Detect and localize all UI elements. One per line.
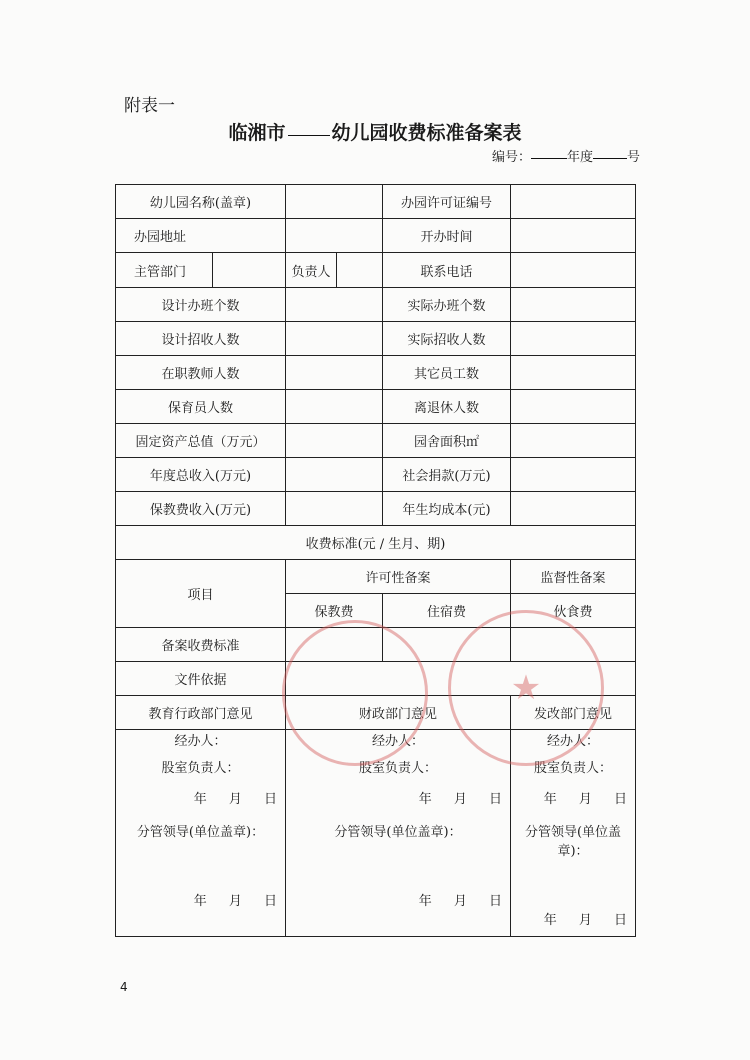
label-designed-enroll: 设计招收人数 (116, 322, 286, 356)
form-title (0, 118, 750, 145)
field-address[interactable] (286, 219, 383, 253)
table-row (116, 356, 636, 390)
title-blank (288, 135, 330, 136)
field-fixed-assets[interactable] (286, 424, 383, 458)
date-label: 年 月 日 (543, 913, 627, 928)
section-head-label: 股室负责人： (161, 761, 240, 776)
table-row (116, 185, 636, 219)
field-license-no[interactable] (511, 185, 636, 219)
title-suffix: 幼儿园收费标准备案表 (331, 122, 522, 144)
field-caregivers[interactable] (286, 390, 383, 424)
label-license-no: 办园许可证编号 (383, 185, 511, 219)
table-row (116, 390, 636, 424)
filing-number-label: 编号： (491, 150, 531, 165)
label-donations: 社会捐款(万元) (383, 458, 511, 492)
label-per-student-cost: 年生均成本(元) (383, 492, 511, 526)
filing-number (492, 146, 640, 165)
field-person-in-charge[interactable] (336, 253, 382, 287)
label-building-area: 园舍面积㎡ (383, 424, 511, 458)
table-row (116, 288, 636, 322)
star-icon: ★ (510, 668, 542, 708)
attachment-label: 附表一 (124, 96, 175, 116)
table-row (116, 560, 636, 594)
filing-number-suffix: 号 (626, 150, 640, 165)
number-blank (593, 158, 627, 159)
table-row (116, 458, 636, 492)
label-open-time: 开办时间 (383, 219, 511, 253)
signature-block-edu[interactable] (116, 730, 286, 937)
label-supervisory-filing: 监督性备案 (511, 560, 636, 594)
seal-stamp (448, 610, 604, 766)
label-boarding: 住宿费 (383, 594, 511, 628)
person-cell (286, 253, 383, 288)
label-tuition: 保教费 (286, 594, 383, 628)
date-label: 年 月 日 (543, 792, 627, 807)
label-licensing-filing: 许可性备案 (286, 560, 511, 594)
field-donations[interactable] (511, 458, 636, 492)
label-fixed-assets: 固定资产总值（万元） (116, 424, 286, 458)
label-tuition-income: 保教费收入(万元) (116, 492, 286, 526)
field-tuition-income[interactable] (286, 492, 383, 526)
label-actual-enroll: 实际招收人数 (383, 322, 511, 356)
date-label: 年 月 日 (193, 792, 277, 807)
handler-label: 经办人： (371, 734, 424, 749)
label-other-staff: 其它员工数 (383, 356, 511, 390)
field-kindergarten-name[interactable] (286, 185, 383, 219)
label-phone: 联系电话 (383, 253, 511, 288)
label-address: 办园地址 (116, 219, 286, 253)
field-phone[interactable] (511, 253, 636, 288)
label-documents: 文件依据 (116, 662, 286, 696)
handler-label: 经办人： (546, 734, 599, 749)
date-label: 年 月 日 (418, 894, 502, 909)
label-ndrc-opinion: 发改部门意见 (511, 696, 636, 730)
label-teachers: 在职教师人数 (116, 356, 286, 390)
field-per-student-cost[interactable] (511, 492, 636, 526)
label-designed-classes: 设计办班个数 (116, 288, 286, 322)
supervisor-cell (116, 253, 286, 288)
section-head-label: 股室负责人： (358, 761, 437, 776)
table-row (116, 492, 636, 526)
label-meals: 伙食费 (511, 594, 636, 628)
filing-form-table (115, 184, 636, 937)
label-kindergarten-name: 幼儿园名称(盖章) (116, 185, 286, 219)
label-annual-income: 年度总收入(万元) (116, 458, 286, 492)
handler-label: 经办人： (174, 734, 227, 749)
field-designed-enroll[interactable] (286, 322, 383, 356)
field-actual-enroll[interactable] (511, 322, 636, 356)
label-fee-standard: 收费标准(元 / 生月、期) (116, 526, 636, 560)
table-row (116, 526, 636, 560)
field-designed-classes[interactable] (286, 288, 383, 322)
field-building-area[interactable] (511, 424, 636, 458)
label-person-in-charge: 负责人 (291, 264, 331, 280)
label-finance-opinion: 财政部门意见 (286, 696, 511, 730)
leader-label: 分管领导(单位盖章)： (136, 825, 265, 840)
field-open-time[interactable] (511, 219, 636, 253)
leader-label: 分管领导(单位盖章)： (524, 825, 622, 859)
field-teachers[interactable] (286, 356, 383, 390)
date-label: 年 月 日 (193, 894, 277, 909)
field-other-staff[interactable] (511, 356, 636, 390)
title-prefix: 临湘市 (228, 122, 286, 144)
label-edu-opinion: 教育行政部门意见 (116, 696, 286, 730)
table-row (116, 322, 636, 356)
field-actual-classes[interactable] (511, 288, 636, 322)
table-row (116, 424, 636, 458)
table-row (116, 253, 636, 288)
page-number: 4 (120, 980, 128, 994)
filing-year-label: 年度 (566, 150, 593, 165)
field-annual-income[interactable] (286, 458, 383, 492)
label-caregivers: 保育员人数 (116, 390, 286, 424)
section-head-label: 股室负责人： (533, 761, 612, 776)
label-item: 项目 (116, 560, 286, 628)
table-row (116, 219, 636, 253)
leader-label: 分管领导(单位盖章)： (334, 825, 462, 840)
label-retirees: 离退休人数 (383, 390, 511, 424)
year-blank (531, 158, 567, 159)
signature-block-finance[interactable] (286, 730, 511, 937)
field-retirees[interactable] (511, 390, 636, 424)
label-actual-classes: 实际办班个数 (383, 288, 511, 322)
date-label: 年 月 日 (418, 792, 502, 807)
label-filed-fee: 备案收费标准 (116, 628, 286, 662)
seal-stamp (282, 620, 428, 766)
field-supervisor[interactable] (212, 253, 285, 287)
label-supervisor: 主管部门 (134, 264, 187, 280)
